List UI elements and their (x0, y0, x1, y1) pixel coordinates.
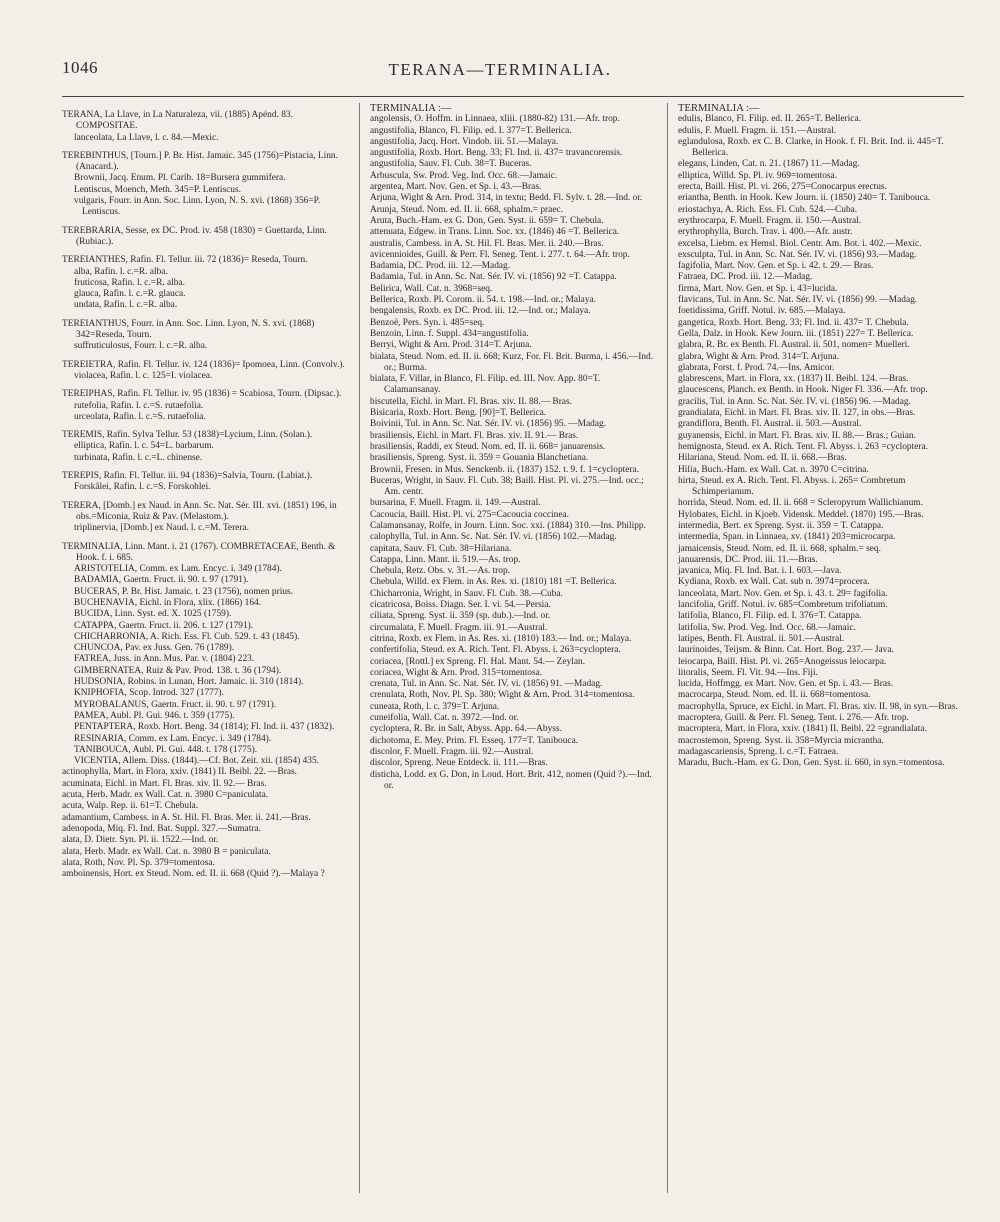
dictionary-entry: calophylla, Tul. in Ann. Sc. Nat. Sér. IV. vi. (1856) 102.—Madag. (370, 532, 617, 543)
dictionary-entry: glabrata, Forst. f. Prod. 74.—Ins. Amicor. (678, 362, 835, 373)
genus-heading: TERMINALIA :— (678, 103, 760, 114)
dictionary-entry: undata, Rafin. l. c.=R. alba. (74, 300, 178, 311)
dictionary-entry: vulgaris, Fourr. in Ann. Soc. Linn. Lyon, N. S. xvi. (1868) 356=P. Lentiscus. (74, 196, 321, 218)
dictionary-entry: amboinensis, Hort. ex Steud. Nom. ed. II. ii. 668 (Quid ?).—Malaya ? (62, 869, 325, 880)
dictionary-entry: TEREIPHAS, Rafin. Fl. Tellur. iv. 95 (1836) = Scabiosa, Tourn. (Dipsac.). (62, 389, 342, 400)
dictionary-entry: latifolia, Blanco, Fl. Filip. ed. I. 376=T. Catappa. (678, 611, 862, 622)
dictionary-entry: Benzoin, Linn. f. Suppl. 434=angustifolia. (370, 328, 529, 339)
dictionary-entry: FATREA, Juss. in Ann. Mus. Par. v. (1804) 223. (74, 654, 255, 665)
dictionary-entry: TEREIANTHES, Rafin. Fl. Tellur. iii. 72 (1836)= Reseda, Tourn. (62, 255, 308, 266)
dictionary-entry: Arbuscula, Sw. Prod. Veg. Ind. Occ. 68.—Jamaic. (370, 170, 558, 181)
dictionary-entry: erythrocarpa, F. Muell. Fragm. ii. 150.—Austral. (678, 215, 862, 226)
dictionary-entry: alba, Rafin. l. c.=R. alba. (74, 266, 168, 277)
dictionary-entry: disticha, Lodd. ex G. Don, in Loud. Hort. Brit. 412, nomen (Quid ?).—Ind. or. (370, 769, 652, 791)
header-rule (62, 96, 964, 97)
dictionary-entry: glabra, Wight & Arn. Prod. 314=T. Arjuna. (678, 351, 840, 362)
dictionary-entry: biscutella, Eichl. in Mart. Fl. Bras. xiv. II. 88.— Bras. (370, 396, 572, 407)
text-column-left (62, 103, 348, 880)
dictionary-entry: TEREBRARIA, Sesse, ex DC. Prod. iv. 458 (1830) = Guettarda, Linn. (Rubiac.). (62, 225, 327, 247)
dictionary-entry: macroptera, Mart. in Flora, xxiv. (1841) II. Beibl. 22 =grandialata. (678, 724, 927, 735)
dictionary-entry: latifolia, Sw. Prod. Veg. Ind. Occ. 68.—Jamaic. (678, 622, 856, 633)
dictionary-entry: angustifolia, Jacq. Hort. Vindob. iii. 51.—Malaya. (370, 136, 559, 147)
dictionary-entry: eglandulosa, Roxb. ex C. B. Clarke, in Hook. f. Fl. Brit. Ind. ii. 445=T. Bellerica. (678, 136, 944, 159)
dictionary-entry: foetidissima, Griff. Notul. iv. 685.—Malaya. (678, 306, 846, 317)
dictionary-entry: lucida, Hoffmgg. ex Mart. Nov. Gen. et Sp. i. 43.— Bras. (678, 679, 894, 690)
dictionary-entry: edulis, F. Muell. Fragm. ii. 151.—Austral. (678, 125, 837, 136)
dictionary-entry: madagascariensis, Spreng. l. c.=T. Fatraea. (678, 746, 839, 757)
dictionary-entry: lanceolata, La Llave, l. c. 84.—Mexic. (74, 132, 219, 143)
dictionary-entry: TEREMIS, Rafin. Sylva Tellur. 53 (1838)=Lycium, Linn. (Solan.). (62, 430, 313, 441)
dictionary-entry: Hilia, Buch.-Ham. ex Wall. Cat. n. 3970 C=citrina. (678, 464, 869, 475)
dictionary-entry: acuminata, Eichl. in Mart. Fl. Bras. xiv. II. 92.— Bras. (62, 778, 267, 789)
text-column-middle (370, 103, 656, 792)
dictionary-entry: Calamansanay, Rolfe, in Journ. Linn. Soc. xxi. (1884) 310.—Ins. Philipp. (370, 520, 646, 531)
dictionary-entry: cuneata, Roth, l. c. 379=T. Arjuna. (370, 701, 500, 712)
dictionary-entry: confertifolia, Steud. ex A. Rich. Tent. Fl. Abyss. i. 263=cycloptera. (370, 645, 621, 656)
dictionary-entry: adenopoda, Miq. Fl. Ind. Bat. Suppl. 327.—Sumatra. (62, 823, 261, 834)
dictionary-entry: Brownii, Fresen. in Mus. Senckenb. ii. (1837) 152. t. 9. f. 1=cycloptera. (370, 464, 640, 475)
dictionary-entry: BUCERAS, P. Br. Hist. Jamaic. t. 23 (1756), nomen prius. (74, 586, 294, 597)
dictionary-entry: gracilis, Tul. in Ann. Sc. Nat. Sér. IV. vi. (1856) 96. —Madag. (678, 396, 911, 407)
dictionary-entry: laurinoides, Teijsm. & Binn. Cat. Hort. Bog. 237.— Java. (678, 645, 894, 656)
dictionary-entry: Benzoë, Pers. Syn. i. 485=seq. (370, 317, 485, 328)
dictionary-entry: glabra, R. Br. ex Benth. Fl. Austral. ii. 501, nomen= Muelleri. (678, 340, 910, 351)
dictionary-entry: hirta, Steud. ex A. Rich. Tent. Fl. Abyss. i. 265= Combretum Schimperianum. (678, 475, 906, 498)
dictionary-entry: australis, Cambess. in A. St. Hil. Fl. Bras. Mer. ii. 240.—Bras. (370, 238, 604, 249)
dictionary-entry: bengalensis, Roxb. ex DC. Prod. iii. 12.—Ind. or.; Malaya. (370, 306, 591, 317)
dictionary-entry: cicatricosa, Boiss. Diagn. Ser. I. vi. 54.—Persia. (370, 600, 551, 611)
dictionary-entry: coriacea, Wight & Arn. Prod. 315=tomentosa. (370, 667, 543, 678)
dictionary-entry: TEREIANTHUS, Fourr. in Ann. Soc. Linn. Lyon, N. S. xvi. (1868) 342=Reseda, Tourn. (62, 318, 315, 341)
dictionary-entry: alata, D. Dietr. Syn. Pl. ii. 1522.—Ind. or. (62, 835, 219, 846)
dictionary-entry: bialata, Steud. Nom. ed. II. ii. 668; Kurz, For. Fl. Brit. Burma, i. 456.—Ind. or.; Burma. (370, 351, 654, 373)
dictionary-entry: TERERA, [Domb.] ex Naud. in Ann. Sc. Nat. Sér. III. xvi. (1851) 196, in obs.=Miconia, Ruiz & Pav. (Melastom.). (62, 500, 337, 522)
dictionary-entry: elliptica, Willd. Sp. Pl. iv. 969=tomentosa. (678, 170, 838, 181)
dictionary-entry: lanceolata, Mart. Nov. Gen. et Sp. i. 43. t. 29= fagifolia. (678, 588, 888, 599)
dictionary-entry: suffruticulosus, Fourr. l. c.=R. alba. (74, 341, 208, 352)
dictionary-entry: TEREBINTHUS, [Tourn.] P. Br. Hist. Jamaic. 345 (1756)=Pistacia, Linn. (Anacard.). (62, 150, 338, 173)
dictionary-entry: Forskålei, Rafin. l. c.=S. Forskohlei. (74, 482, 211, 493)
dictionary-entry: capitata, Sauv. Fl. Cub. 38=Hilariana. (370, 543, 512, 554)
dictionary-entry: flavicans, Tul. in Ann. Sc. Nat. Sér. IV. vi. (1856) 99. —Madag. (678, 295, 918, 306)
dictionary-entry: circumalata, F. Muell. Fragm. iii. 91.—Austral. (370, 622, 548, 633)
dictionary-entry: turbinata, Rafin. l. c.=L. chinense. (74, 452, 203, 463)
dictionary-entry: alata, Roth, Nov. Pl. Sp. 379=tomentosa. (62, 857, 215, 868)
dictionary-entry: glabrescens, Mart. in Flora, xx. (1837) II. Beibl. 124. —Bras. (678, 374, 909, 385)
dictionary-entry: intermedia, Span. in Linnaea, xv. (1841) 203=microcarpa. (678, 532, 896, 543)
dictionary-entry: VICENTIA, Allem. Diss. (1844).—Cf. Bot. Zeit. xii. (1854) 435. (74, 756, 320, 767)
dictionary-entry: Buceras, Wright, in Sauv. Fl. Cub. 38; Baill. Hist. Pl. vi. 275.—Ind. occ.; Am. centr. (370, 475, 644, 498)
dictionary-entry: grandiflora, Benth. Fl. Austral. ii. 503.—Austral. (678, 419, 862, 430)
dictionary-entry: PAMEA, Aubl. Pl. Gui. 946. t. 359 (1775). (74, 710, 235, 721)
dictionary-entry: angolensis, O. Hoffm. in Linnaea, xliii. (1880-82) 131.—Afr. trop. (370, 114, 620, 125)
dictionary-entry: dichotoma, E. Mey. Prim. Fl. Esseq. 177=T. Tanibouca. (370, 735, 579, 746)
dictionary-entry: guyanensis, Eichl. in Mart. Fl. Bras. xiv. II. 88.— Bras.; Guian. (678, 430, 916, 441)
dictionary-entry: lancifolia, Griff. Notul. iv. 685=Combretum trifoliatum. (678, 600, 888, 611)
dictionary-entry: HUDSONIA, Robins. in Lunan, Hort. Jamaic. ii. 310 (1814). (74, 677, 304, 688)
page-number: 1046 (62, 58, 98, 77)
dictionary-entry: Arunja, Steud. Nom. ed. II. ii. 668, sphalm.= praec. (370, 204, 564, 215)
column-divider (667, 103, 668, 1193)
dictionary-entry: horrida, Steud. Nom. ed. II. ii. 668 = Scleropyrum Wallichianum. (678, 498, 923, 509)
dictionary-entry: angustifolia, Sauv. Fl. Cub. 38=T. Buceras. (370, 159, 532, 170)
dictionary-entry: Hylobates, Eichl. in Kjoeb. Vidensk. Meddel. (1870) 195.—Bras. (678, 509, 924, 520)
dictionary-entry: adamantium, Cambess. in A. St. Hil. Fl. Bras. Mer. ii. 241.—Bras. (62, 812, 311, 823)
dictionary-entry: firma, Mart. Nov. Gen. et Sp. i. 43=lucida. (678, 283, 838, 294)
dictionary-entry: elegans, Linden, Cat. n. 21. (1867) 11.—Madag. (678, 159, 860, 170)
dictionary-entry: Lentiscus, Moench, Meth. 345=P. Lentiscus. (74, 184, 241, 195)
dictionary-entry: MYROBALANUS, Gaertn. Fruct. ii. 90. t. 97 (1791). (74, 699, 277, 710)
dictionary-entry: Hilariana, Steud. Nom. ed. II. ii. 668.—Bras. (678, 453, 847, 464)
dictionary-entry: TEREPIS, Rafin. Fl. Tellur. iii. 94 (1836)=Salvia, Tourn. (Labiat.). (62, 471, 313, 482)
dictionary-entry: erythrophylla, Burch. Trav. i. 400.—Afr. austr. (678, 227, 853, 238)
dictionary-entry: CHICHARRONIA, A. Rich. Ess. Fl. Cub. 529. t. 43 (1845). (74, 631, 300, 642)
dictionary-entry: crenulata, Roth, Nov. Pl. Sp. 380; Wight & Arn. Prod. 314=tomentosa. (370, 690, 635, 701)
dictionary-entry: brasiliensis, Eichl. in Mart. Fl. Bras. xiv. II. 91.— Bras. (370, 430, 579, 441)
dictionary-entry: macrophylla, Spruce, ex Eichl. in Mart. Fl. Bras. xiv. II. 98, in syn.—Bras. (678, 701, 958, 712)
dictionary-entry: avicennioides, Guill. & Perr. Fl. Seneg. Tent. i. 277. t. 64.—Afr. trop. (370, 249, 630, 260)
dictionary-entry: bialata, F. Villar, in Blanco, Fl. Filip. ed. III. Nov. App. 80=T. Calamansanay. (370, 374, 601, 396)
dictionary-entry: brasiliensis, Spreng. Syst. ii. 359 = Gouania Blanchetiana. (370, 453, 589, 464)
dictionary-entry: attenuata, Edgew. in Trans. Linn. Soc. xx. (1846) 46 =T. Bellerica. (370, 227, 620, 238)
dictionary-entry: TERANA, La Llave, in La Naturaleza, vii. (1885) Apénd. 83. COMPOSITAE. (62, 110, 293, 132)
dictionary-entry: angustifolia, Roxb. Hort. Beng. 33; Fl. Ind. ii. 437= travancorensis. (370, 148, 623, 159)
dictionary-entry: violacea, Rafin. l. c. 125=I. violacea. (74, 370, 213, 381)
dictionary-entry: elliptica, Rafin. l. c. 54=L. barbarum. (74, 441, 214, 452)
dictionary-entry: ARISTOTELIA, Comm. ex Lam. Encyc. i. 349 (1784). (74, 564, 282, 575)
dictionary-entry: Chebula, Retz. Obs. v. 31.—As. trop. (370, 566, 511, 577)
dictionary-entry: RESINARIA, Comm. ex Lam. Encyc. i. 349 (1784). (74, 733, 272, 744)
dictionary-entry: crenata, Tul. in Ann. Sc. Nat. Sér. IV. vi. (1856) 91. —Madag. (370, 679, 603, 690)
dictionary-entry: leiocarpa, Baill. Hist. Pl. vi. 265=Anogeissus leiocarpa. (678, 656, 887, 667)
dictionary-entry: brasiliensis, Raddi, ex Steud. Nom. ed. II. ii. 668= januarensis. (370, 441, 606, 452)
dictionary-entry: discolor, F. Muell. Fragm. iii. 92.—Austral. (370, 746, 534, 757)
dictionary-entry: glauca, Rafin. l. c.=R. glauca. (74, 289, 186, 300)
dictionary-entry: intermedia, Bert. ex Spreng. Syst. ii. 359 = T. Catappa. (678, 520, 884, 531)
dictionary-entry: discolor, Spreng. Neue Entdeck. ii. 111.—Bras. (370, 758, 548, 769)
dictionary-entry: Bisicaria, Roxb. Hort. Beng. [90]=T. Bellerica. (370, 408, 547, 419)
dictionary-entry: CHUNCOA, Pav. ex Juss. Gen. 76 (1789). (74, 643, 235, 654)
dictionary-entry: BUCHENAVIA, Eichl. in Flora, xlix. (1866) 164. (74, 597, 262, 608)
dictionary-entry: Berryi, Wight & Arn. Prod. 314=T. Arjuna. (370, 340, 532, 351)
dictionary-entry: Badamia, DC. Prod. iii. 12.—Madag. (370, 261, 511, 272)
dictionary-entry: argentea, Mart. Nov. Gen. et Sp. i. 43.—Bras. (370, 182, 542, 193)
dictionary-entry: rutefolia, Rafin. l. c.=S. rutaefolia. (74, 400, 204, 411)
dictionary-entry: januarensis, DC. Prod. iii. 11.—Bras. (678, 554, 818, 565)
dictionary-entry: fruticosa, Rafin. l. c.=R. alba. (74, 277, 185, 288)
dictionary-entry: latipes, Benth. Fl. Austral. ii. 501.—Austral. (678, 633, 845, 644)
dictionary-entry: acuta, Herb. Madr. ex Wall. Cat. n. 3980 C=paniculata. (62, 790, 269, 801)
dictionary-entry: macrostemon, Spreng. Syst. ii. 358=Myrcia micrantha. (678, 735, 884, 746)
dictionary-entry: Belirica, Wall. Cat. n. 3968=seq. (370, 283, 493, 294)
dictionary-entry: edulis, Blanco, Fl. Filip. ed. II. 265=T. Bellerica. (678, 114, 861, 125)
dictionary-entry: KNIPHOFIA, Scop. Introd. 327 (1777). (74, 688, 224, 699)
dictionary-entry: Bellerica, Roxb. Pl. Corom. ii. 54. t. 198.—Ind. or.; Malaya. (370, 295, 597, 306)
dictionary-entry: macroptera, Guill. & Perr. Fl. Seneg. Tent. i. 276.— Afr. trop. (678, 713, 909, 724)
dictionary-entry: macrocarpa, Steud. Nom. ed. II. ii. 668=tomentosa. (678, 690, 871, 701)
dictionary-entry: BUCIDA, Linn. Syst. ed. X. 1025 (1759). (74, 609, 232, 620)
dictionary-entry: Badamia, Tul. in Ann. Sc. Nat. Sér. IV. vi. (1856) 92 =T. Catappa. (370, 272, 617, 283)
dictionary-entry: citrina, Roxb. ex Flem. in As. Res. xi. (1810) 183.— Ind. or.; Malaya. (370, 633, 632, 644)
dictionary-entry: TEREIETRA, Rafin. Fl. Tellur. iv. 124 (1836)= Ipomoea, Linn. (Convolv.). (62, 359, 345, 370)
dictionary-entry: excelsa, Liebm. ex Hemsl. Biol. Centr. Am. Bot. i. 402.—Mexic. (678, 238, 922, 249)
dictionary-entry: glaucescens, Planch. ex Benth. in Hook. Niger Fl. 336.—Afr. trop. (678, 385, 928, 396)
dictionary-entry: Fatraea, DC. Prod. iii. 12.—Madag. (678, 272, 813, 283)
dictionary-entry: litoralis, Seem. Fl. Vit. 94.—Ins. Fiji. (678, 667, 818, 678)
dictionary-entry: coriacea, [Rottl.] ex Spreng. Fl. Hal. Mant. 54.— Zeylan. (370, 656, 586, 667)
running-title: TERANA—TERMINALIA. (388, 60, 612, 79)
dictionary-entry: acuta, Walp. Rep. ii. 61=T. Chebula. (62, 801, 199, 812)
dictionary-entry: Chicharronia, Wright, in Sauv. Fl. Cub. 38.—Cuba. (370, 588, 563, 599)
dictionary-entry: cycloptera, R. Br. in Salt, Abyss. App. 64.—Abyss. (370, 724, 562, 735)
dictionary-entry: Aruta, Buch.-Ham. ex G. Don, Gen. Syst. ii. 659= T. Chebula. (370, 215, 604, 226)
dictionary-entry: eriantha, Benth. in Hook. Kew Journ. ii. (1850) 240= T. Tanibouca. (678, 193, 931, 204)
dictionary-entry: Kydiana, Roxb. ex Wall. Cat. sub n. 3974=procera. (678, 577, 870, 588)
dictionary-entry: jamaicensis, Steud. Nom. ed. II. ii. 668, sphalm.= seq. (678, 543, 881, 554)
dictionary-entry: GIMBERNATEA, Ruiz & Pav. Prod. 138. t. 36 (1794). (74, 665, 282, 676)
dictionary-entry: TANIBOUCA, Aubl. Pl. Gui. 448. t. 178 (1775). (74, 744, 258, 755)
dictionary-entry: angustifolia, Blanco, Fl. Filip. ed. I. 377=T. Bellerica. (370, 125, 572, 136)
dictionary-entry: javanica, Miq. Fl. Ind. Bat. i. I. 603.—Java. (678, 566, 842, 577)
dictionary-entry: CATAPPA, Gaertn. Fruct. ii. 206. t. 127 (1791). (74, 620, 254, 631)
text-column-right (678, 103, 964, 770)
column-divider (359, 103, 360, 1193)
genus-heading: TERMINALIA :— (370, 103, 452, 114)
dictionary-entry: Chebula, Willd. ex Flem. in As. Res. xi. (1810) 181 =T. Bellerica. (370, 577, 617, 588)
dictionary-entry: TERMINALIA, Linn. Mant. i. 21 (1767). COMBRETACEAE, Benth. & Hook. f. i. 685. (62, 541, 336, 563)
dictionary-entry: ciliata, Spreng. Syst. ii. 359 (sp. dub.).—Ind. or. (370, 611, 551, 622)
dictionary-entry: hemignosta, Steud. ex A. Rich. Tent. Fl. Abyss. i. 263 =cycloptera. (678, 441, 929, 452)
dictionary-entry: grandialata, Eichl. in Mart. Fl. Bras. xiv. II. 127, in obs.—Bras. (678, 408, 916, 419)
dictionary-entry: triplinervia, [Domb.] ex Naud. l. c.=M. Terera. (74, 523, 249, 534)
dictionary-entry: BADAMIA, Gaertn. Fruct. ii. 90. t. 97 (1791). (74, 575, 249, 586)
dictionary-entry: alata, Herb. Madr. ex Wall. Cat. n. 3980 B = paniculata. (62, 846, 271, 857)
dictionary-entry: exsculpta, Tul. in Ann. Sc. Nat. Sér. IV. vi. (1856) 93.—Madag. (678, 249, 917, 260)
dictionary-entry: urceolata, Rafin. l. c.=S. rutaefolia. (74, 411, 206, 422)
dictionary-entry: eriostachya, A. Rich. Ess. Fl. Cub. 524.—Cuba. (678, 204, 858, 215)
dictionary-entry: Arjuna, Wight & Arn. Prod. 314, in textu; Bedd. Fl. Sylv. t. 28.—Ind. or. (370, 193, 643, 204)
dictionary-entry: Maradu, Buch.-Ham. ex G. Don, Gen. Syst. ii. 660, in syn.=tomentosa. (678, 758, 945, 769)
dictionary-entry: erecta, Baill. Hist. Pl. vi. 266, 275=Conocarpus erectus. (678, 182, 887, 193)
dictionary-entry: Boivinii, Tul. in Ann. Sc. Nat. Sér. IV. vi. (1856) 95. —Madag. (370, 419, 607, 430)
dictionary-entry: cuneifolia, Wall. Cat. n. 3972.—Ind. or. (370, 713, 519, 724)
dictionary-entry: Brownii, Jacq. Enum. Pl. Carib. 18=Bursera gummifera. (74, 173, 286, 184)
dictionary-entry: Catappa, Linn. Mant. ii. 519.—As. trop. (370, 554, 521, 565)
dictionary-entry: Cacoucia, Baill. Hist. Pl. vi. 275=Cacoucia coccinea. (370, 509, 569, 520)
dictionary-entry: Gella, Dalz. in Hook. Kew Journ. iii. (1851) 227= T. Bellerica. (678, 328, 914, 339)
dictionary-entry: PENTAPTERA, Roxb. Hort. Beng. 34 (1814); Fl. Ind. ii. 437 (1832). (74, 722, 335, 733)
dictionary-entry: actinophylla, Mart. in Flora, xxiv. (1841) II. Beibl. 22. —Bras. (62, 767, 298, 778)
dictionary-entry: gangetica, Roxb. Hort. Beng. 33; Fl. Ind. ii. 437= T. Chebula. (678, 317, 909, 328)
dictionary-entry: fagifolia, Mart. Nov. Gen. et Sp. i. 42. t. 29.— Bras. (678, 261, 874, 272)
dictionary-entry: bursarina, F. Muell. Fragm. ii. 149.—Austral. (370, 498, 541, 509)
